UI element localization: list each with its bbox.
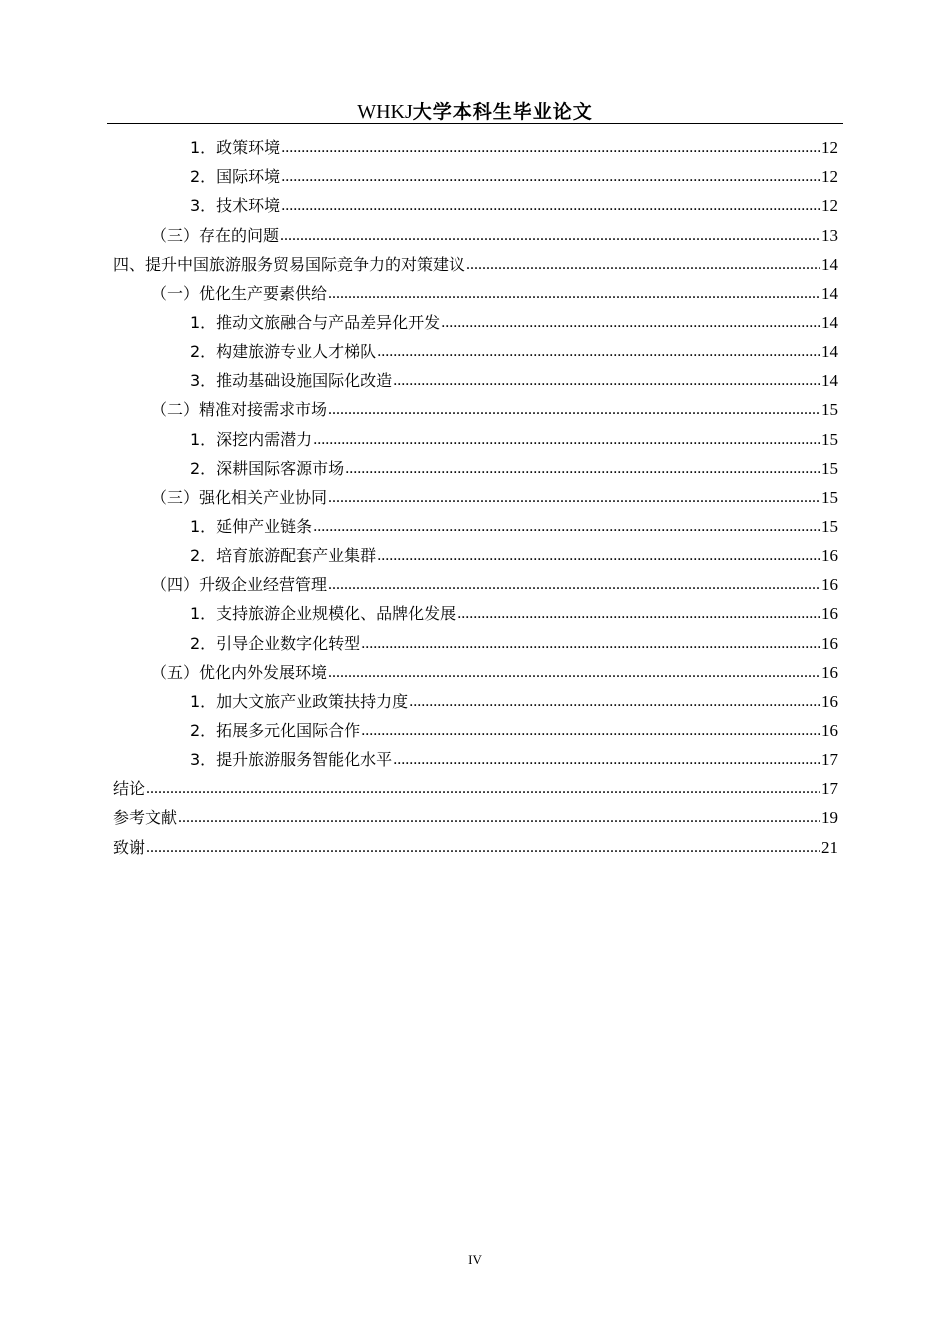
toc-entry-page: 16	[821, 691, 838, 711]
header-cjk-text: 大学本科生毕业论文	[412, 101, 593, 123]
toc-entry-page: 14	[821, 371, 838, 391]
toc-entry[interactable]	[113, 130, 838, 159]
toc-entry-page: 15	[821, 429, 838, 449]
toc-dot-leader	[178, 807, 820, 829]
toc-dot-leader	[280, 225, 820, 247]
toc-entry-title: 四、提升中国旅游服务贸易国际竞争力的对策建议	[113, 254, 466, 274]
toc-entry-title: （四）升级企业经营管理	[151, 575, 328, 595]
toc-entry-title: 2．培育旅游配套产业集群	[190, 546, 377, 566]
toc-entry[interactable]	[113, 480, 838, 509]
toc-entry[interactable]	[113, 596, 838, 625]
toc-entry-page: 16	[821, 662, 838, 682]
toc-entry-title: 2．构建旅游专业人才梯队	[190, 342, 377, 362]
toc-entry-page: 21	[821, 837, 838, 857]
toc-entry-title: （二）精准对接需求市场	[151, 400, 328, 420]
toc-entry-page: 17	[821, 750, 838, 770]
toc-entry-page: 15	[821, 458, 838, 478]
toc-entry[interactable]	[113, 509, 838, 538]
toc-entry-title: （一）优化生产要素供给	[151, 283, 328, 303]
toc-entry[interactable]	[113, 625, 838, 654]
toc-dot-leader	[361, 633, 820, 655]
toc-entry[interactable]	[113, 392, 838, 421]
toc-dot-leader	[377, 545, 820, 567]
toc-dot-leader	[361, 720, 820, 742]
page-number: IV	[468, 1252, 482, 1267]
toc-entry[interactable]	[113, 771, 838, 800]
toc-entry-page: 14	[821, 254, 838, 274]
toc-dot-leader	[146, 837, 820, 859]
toc-entry-title: 2．国际环境	[190, 167, 281, 187]
toc-entry-title: 结论	[113, 779, 146, 799]
toc-entry-title: 1．支持旅游企业规模化、品牌化发展	[190, 604, 457, 624]
header-rule	[107, 123, 843, 124]
toc-dot-leader	[281, 195, 820, 217]
toc-entry-page: 16	[821, 633, 838, 653]
toc-dot-leader	[345, 458, 820, 480]
table-of-contents	[113, 130, 838, 859]
toc-dot-leader	[466, 254, 820, 276]
toc-entry-page: 14	[821, 342, 838, 362]
toc-dot-leader	[328, 487, 820, 509]
toc-dot-leader	[281, 137, 820, 159]
toc-entry[interactable]	[113, 567, 838, 596]
toc-entry-title: 1．推动文旅融合与产品差异化开发	[190, 312, 441, 332]
toc-entry-title: 3．技术环境	[190, 196, 281, 216]
toc-entry-title: 致谢	[113, 837, 146, 857]
toc-entry-title: （三）存在的问题	[151, 225, 280, 245]
toc-entry-title: 3．提升旅游服务智能化水平	[190, 750, 393, 770]
toc-entry-title: （五）优化内外发展环境	[151, 662, 328, 682]
toc-dot-leader	[441, 312, 820, 334]
toc-entry[interactable]	[113, 800, 838, 829]
toc-dot-leader	[328, 283, 820, 305]
toc-dot-leader	[146, 778, 820, 800]
toc-dot-leader	[393, 749, 820, 771]
toc-dot-leader	[377, 341, 820, 363]
header-latin-text: WHKJ	[357, 101, 413, 123]
toc-entry[interactable]	[113, 713, 838, 742]
toc-entry-page: 19	[821, 808, 838, 828]
toc-entry[interactable]	[113, 334, 838, 363]
toc-entry-title: 参考文献	[113, 808, 178, 828]
toc-entry[interactable]	[113, 451, 838, 480]
toc-entry-page: 12	[821, 138, 838, 158]
toc-entry-page: 16	[821, 720, 838, 740]
toc-dot-leader	[393, 370, 820, 392]
toc-entry-page: 15	[821, 400, 838, 420]
toc-entry-page: 15	[821, 487, 838, 507]
toc-entry-title: （三）强化相关产业协同	[151, 487, 328, 507]
toc-entry-title: 1．政策环境	[190, 138, 281, 158]
toc-entry[interactable]	[113, 829, 838, 858]
toc-entry[interactable]	[113, 742, 838, 771]
toc-entry[interactable]	[113, 188, 838, 217]
toc-entry-page: 12	[821, 196, 838, 216]
toc-entry-page: 14	[821, 283, 838, 303]
toc-entry-page: 12	[821, 167, 838, 187]
toc-entry[interactable]	[113, 538, 838, 567]
toc-dot-leader	[313, 429, 820, 451]
toc-entry-page: 13	[821, 225, 838, 245]
toc-entry-title: 3．推动基础设施国际化改造	[190, 371, 393, 391]
toc-entry[interactable]	[113, 363, 838, 392]
toc-entry-title: 2．引导企业数字化转型	[190, 633, 361, 653]
toc-dot-leader	[328, 574, 820, 596]
toc-dot-leader	[281, 166, 820, 188]
toc-entry-page: 14	[821, 312, 838, 332]
toc-dot-leader	[457, 603, 820, 625]
toc-entry[interactable]	[113, 655, 838, 684]
toc-dot-leader	[328, 662, 820, 684]
toc-entry-page: 16	[821, 546, 838, 566]
toc-entry[interactable]	[113, 159, 838, 188]
toc-entry-title: 1．延伸产业链条	[190, 516, 313, 536]
toc-entry[interactable]	[113, 217, 838, 246]
running-header	[0, 97, 950, 124]
toc-entry-title: 1．加大文旅产业政策扶持力度	[190, 691, 409, 711]
toc-entry[interactable]	[113, 421, 838, 450]
toc-dot-leader	[328, 399, 820, 421]
toc-entry-page: 16	[821, 604, 838, 624]
toc-entry[interactable]	[113, 305, 838, 334]
toc-dot-leader	[409, 691, 820, 713]
toc-entry-title: 2．深耕国际客源市场	[190, 458, 345, 478]
toc-entry[interactable]	[113, 276, 838, 305]
toc-entry[interactable]	[113, 684, 838, 713]
toc-entry[interactable]	[113, 247, 838, 276]
toc-entry-page: 15	[821, 516, 838, 536]
toc-entry-title: 2．拓展多元化国际合作	[190, 720, 361, 740]
toc-entry-page: 17	[821, 779, 838, 799]
toc-entry-page: 16	[821, 575, 838, 595]
toc-dot-leader	[313, 516, 820, 538]
toc-entry-title: 1．深挖内需潜力	[190, 429, 313, 449]
